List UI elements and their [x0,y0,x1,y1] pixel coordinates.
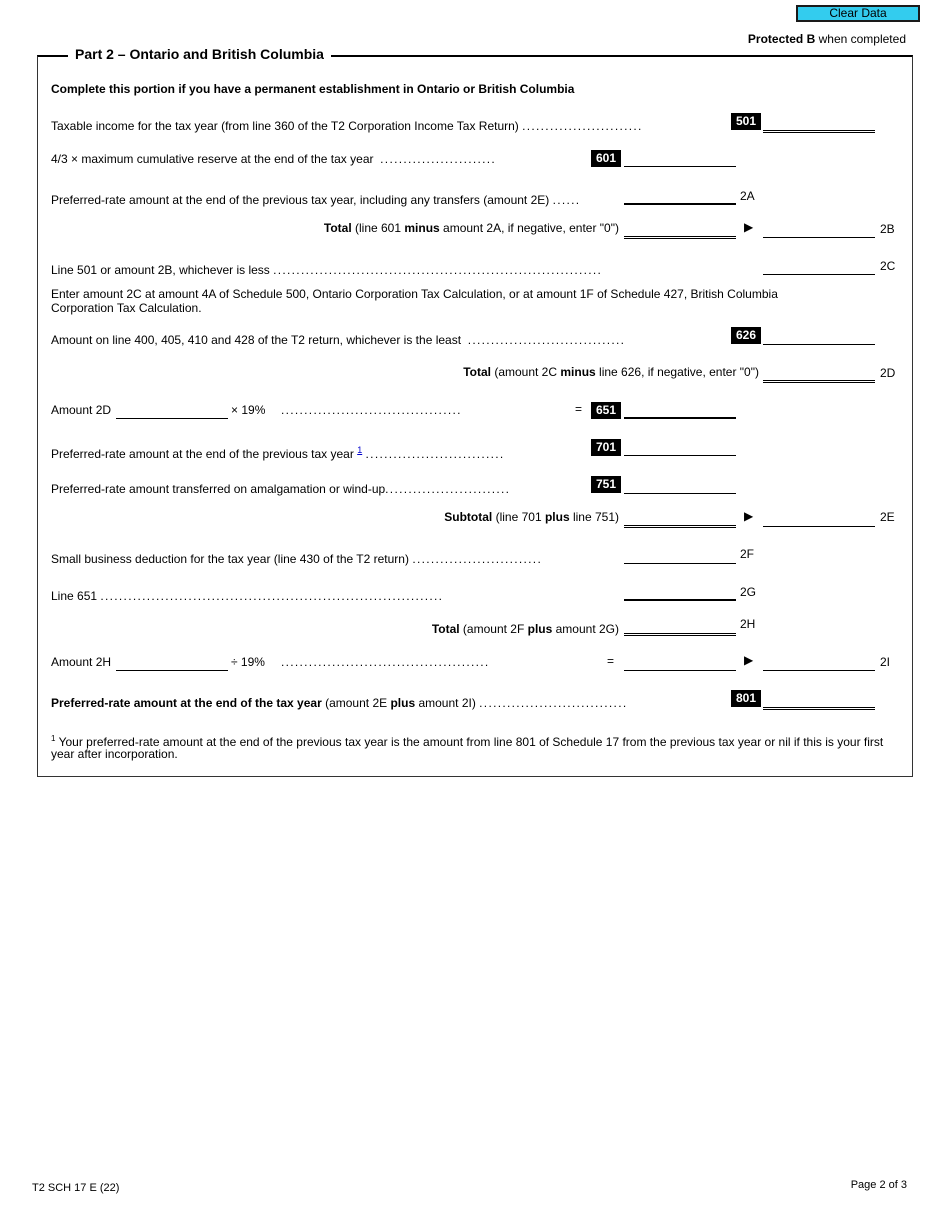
line2E-label: Subtotal (line 701 plus line 751) [444,510,619,524]
line2G-label: Line 651 .......................................................................... [51,589,444,603]
line2D-code: 2D [880,366,896,380]
line651-label: Amount 2D [51,403,112,417]
line2D-field[interactable] [763,363,875,383]
protected-b-label: Protected B [747,32,816,46]
footnote-1: $^1$ Your preferred-rate amount at the end of the previous tax year is the amount from line 801 of Schedule 17 from the previous tax year or nil if this is your first year after incorporation. [51,734,884,761]
line701-label: Preferred-rate amount at the end of the previous tax year $^1$ .............................. [51,445,505,461]
line751-field[interactable] [624,474,736,494]
line2F-label: Small business deduction for the tax year (line 430 of the T2 return) ............................ [51,552,543,566]
line2H-field[interactable] [624,616,736,636]
protected-notice [748,32,906,46]
line2F-code: 2F [740,547,755,561]
protected-when-completed: when completed [815,32,906,46]
part2-title: Part 2 – Ontario and British Columbia [68,46,331,62]
page-number: Page 2 of 3 [850,1179,907,1191]
line2A-code: 2A [740,189,755,203]
line2B-field[interactable] [763,218,875,238]
line601-code: 601 [591,150,621,167]
line651-code: 651 [591,402,621,419]
line501-field[interactable] [763,113,875,133]
arrow-right-icon: ▶ [744,220,754,234]
line701-field[interactable] [624,436,736,456]
line2I-equals: = [607,654,615,668]
line2I-label: Amount 2H [51,655,112,669]
line2B-code: 2B [880,222,895,236]
clear-data-button[interactable]: Clear Data [796,5,920,22]
amount-2D-field[interactable] [116,399,228,419]
footnote-1-link[interactable]: 1 [357,445,363,455]
line801-label: Preferred-rate amount at the end of the tax year (amount 2E plus amount 2I) ................................ [51,696,628,710]
line2E-left-field[interactable] [624,508,736,528]
line2H-code: 2H [740,617,756,631]
line2D-label: Total (amount 2C minus line 626, if negative, enter "0") [463,365,759,379]
line501-label: Taxable income for the tax year (from line 360 of the T2 Corporation Income Tax Return) .......................... [51,119,643,133]
line651-dots: ....................................... [281,403,462,417]
line2G-field[interactable] [624,581,736,601]
line2I-left-field[interactable] [624,651,736,671]
line2C-field[interactable] [763,255,875,275]
line2C-label: Line 501 or amount 2B, whichever is less ....................................................................... [51,263,603,277]
line626-code: 626 [731,327,761,344]
line626-label: Amount on line 400, 405, 410 and 428 of the T2 return, whichever is the least .................................. [51,333,626,347]
line2F-field[interactable] [624,544,736,564]
line651-multiplier: × 19% [231,403,266,417]
arrow-right-icon: ▶ [744,509,754,523]
line2I-field[interactable] [763,651,875,671]
form-number: T2 SCH 17 E (22) [32,1182,120,1194]
line751-label: Preferred-rate amount transferred on amalgamation or wind-up........................... [51,482,511,496]
line2I-divisor: ÷ 19% [231,655,265,669]
line601-field[interactable] [624,147,736,167]
line2H-label: Total (amount 2F plus amount 2G) [431,622,619,636]
amount-2H-field[interactable] [116,651,228,671]
line2A-label: Preferred-rate amount at the end of the previous tax year, including any transfers (amount 2E) ...... [51,193,581,207]
line701-code: 701 [591,439,621,456]
line626-field[interactable] [763,325,875,345]
line2C-code: 2C [880,259,896,273]
line2E-field[interactable] [763,507,875,527]
line2B-left-field[interactable] [624,219,736,239]
line501-code: 501 [731,113,761,130]
line2G-code: 2G [740,585,757,599]
part2-intro: Complete this portion if you have a permanent establishment in Ontario or British Columbia [51,82,575,96]
line751-code: 751 [591,476,621,493]
line2C-note: Enter amount 2C at amount 4A of Schedule 500, Ontario Corporation Tax Calculation, or at amount 1F of Schedule 427, British Columbia Corporation Tax Calculation. [51,287,778,315]
arrow-right-icon: ▶ [744,653,754,667]
line801-field[interactable] [763,690,875,710]
line2E-code: 2E [880,510,895,524]
line601-label: 4/3 × maximum cumulative reserve at the end of the tax year ......................... [51,152,497,166]
line651-field[interactable] [624,399,736,419]
line2B-label: Total (line 601 minus amount 2A, if negative, enter "0") [323,221,619,235]
line2I-code: 2I [880,655,891,669]
line651-equals: = [575,402,583,416]
line801-code: 801 [731,690,761,707]
line2I-dots: ............................................. [281,655,490,669]
line2A-field[interactable] [624,185,736,205]
